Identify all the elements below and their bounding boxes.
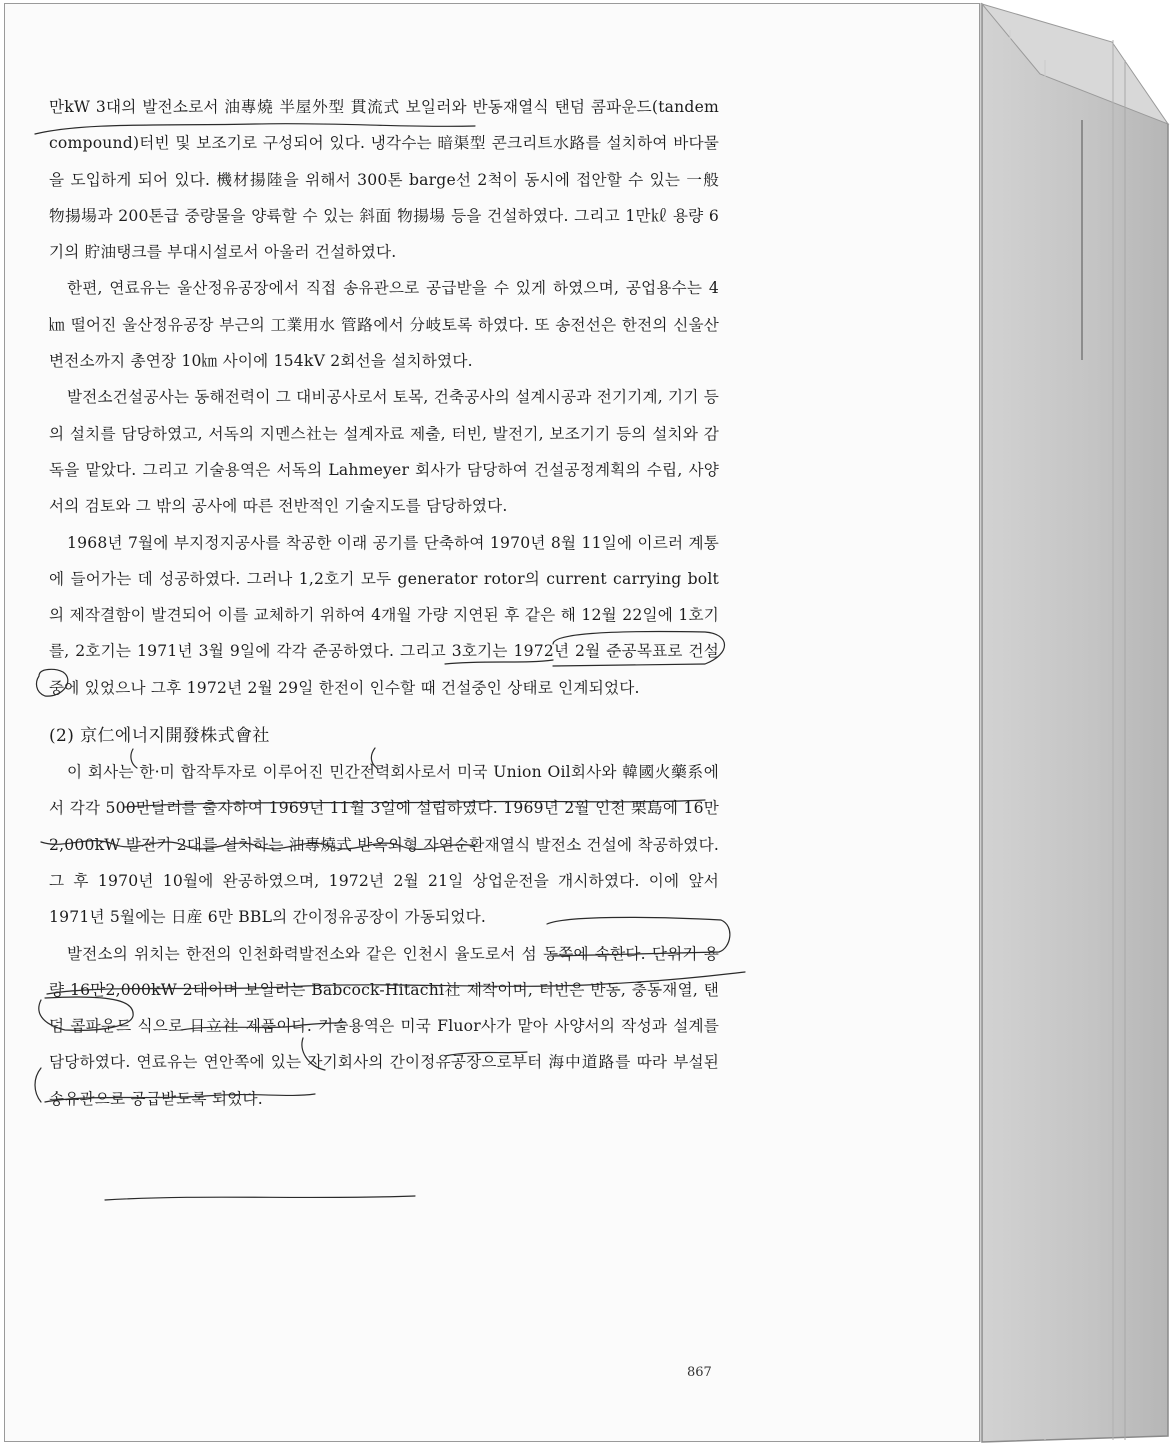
document-page (4, 3, 980, 1442)
paragraph-4: 1968년 7월에 부지정지공사를 착공한 이래 공기를 단축하여 1970년 8월 11일에 이르러 계통에 들어가는 데 성공하였다. 그러나 1,2호기 모두 generator rotor의 current carrying bolt의 제작결함이 발견되어 이를 교체하기 위하여 4개월 가량 지연된 후 같은 해 12월 22일에 1호기를, 2호기는 1971년 3월 9일에 각각 준공하였다. 그리고 3호기는 1972년 2월 준공목표로 건설중에 있었으나 그후 1972년 2월 29일 한전이 인수할 때 건설중인 상태로 인계되었다. (49, 533, 719, 697)
bracket-mark (35, 1068, 41, 1102)
paragraph-3: 발전소건설공사는 동해전력이 그 대비공사로서 토목, 건축공사의 설계시공과 전기기계, 기기 등의 설치를 담당하였고, 서독의 지멘스社는 설계자료 제출, 터빈, 발전기, 보조기기 등의 설치와 감독을 맡았다. 그리고 기술용역은 서독의 Lahmeyer 회사가 담당하여 건설공정계획의 수립, 사양서의 검토와 그 밖의 공사에 따른 전반적인 기술지도를 담당하였다. (49, 388, 720, 516)
paragraph-6: 발전소의 위치는 한전의 인천화력발전소와 같은 인천시 율도로서 섬 동쪽에 속한다. 단위기 용량 16만2,000kW 2대이며 보일러는 Babcock-Hitachi社 제작이며, 터빈은 반동, 충동재열, 탠덤 콤파운드 식으로 日立社 제품이다. 기술용역은 미국 Fluor사가 맡아 사양서의 작성과 설계를 담당하였다. 연료유는 연안쪽에 있는 자기회사의 간이정유공장으로부터 海中道路를 따라 부설된 송유관으로 공급받도록 되었다. (49, 944, 719, 1108)
page-text (49, 89, 719, 1117)
paragraph-2: 한편, 연료유는 울산정유공장에서 직접 송유관으로 공급받을 수 있게 하였으며, 공업용수는 4㎞ 떨어진 울산정유공장 부근의 工業用水 管路에서 分岐토록 하였다. 또 송전선은 한전의 신울산변전소까지 총연장 10㎞ 사이에 154kV 2회선을 설치하였다. (49, 279, 719, 371)
underline-mark (105, 1196, 415, 1200)
paragraph-1: 만kW 3대의 발전소로서 油專燒 半屋外型 貫流式 보일러와 반동재열식 탠덤 콤파운드(tandem compound)터빈 및 보조기로 구성되어 있다. 냉각수는 暗渠型 콘크리트水路를 설치하여 바다물을 도입하게 되어 있다. 機材揚陸을 위해서 300톤 barge선 2척이 동시에 접안할 수 있는 一般 物揚場과 200톤급 중량물을 양륙할 수 있는 斜面 物揚場 등을 건설하였다. 그리고 1만㎘ 용량 6기의 貯油탱크를 부대시설로서 아울러 건설하였다. (49, 98, 719, 262)
page-number: 867 (687, 1365, 712, 1380)
paragraph-5: 이 회사는 한·미 합작투자로 이루어진 민간전력회사로서 미국 Union Oil회사와 韓國火藥系에서 각각 500만달러를 출자하여 1969년 11월 3일에 설립하였다. 1969년 2월 인천 栗島에 16만2,000kW 발전기 2대를 설치하는 油專燒式 반옥외형 자연순환재열식 발전소 건설에 착공하였다. 그 후 1970년 10월에 완공하였으며, 1972년 2월 21일 상업운전을 개시하였다. 이에 앞서 1971년 5월에는 日産 6만 BBL의 간이정유공장이 가동되었다. (49, 763, 719, 927)
section-heading: (2) 京仁에너지開發株式會社 (49, 726, 270, 747)
